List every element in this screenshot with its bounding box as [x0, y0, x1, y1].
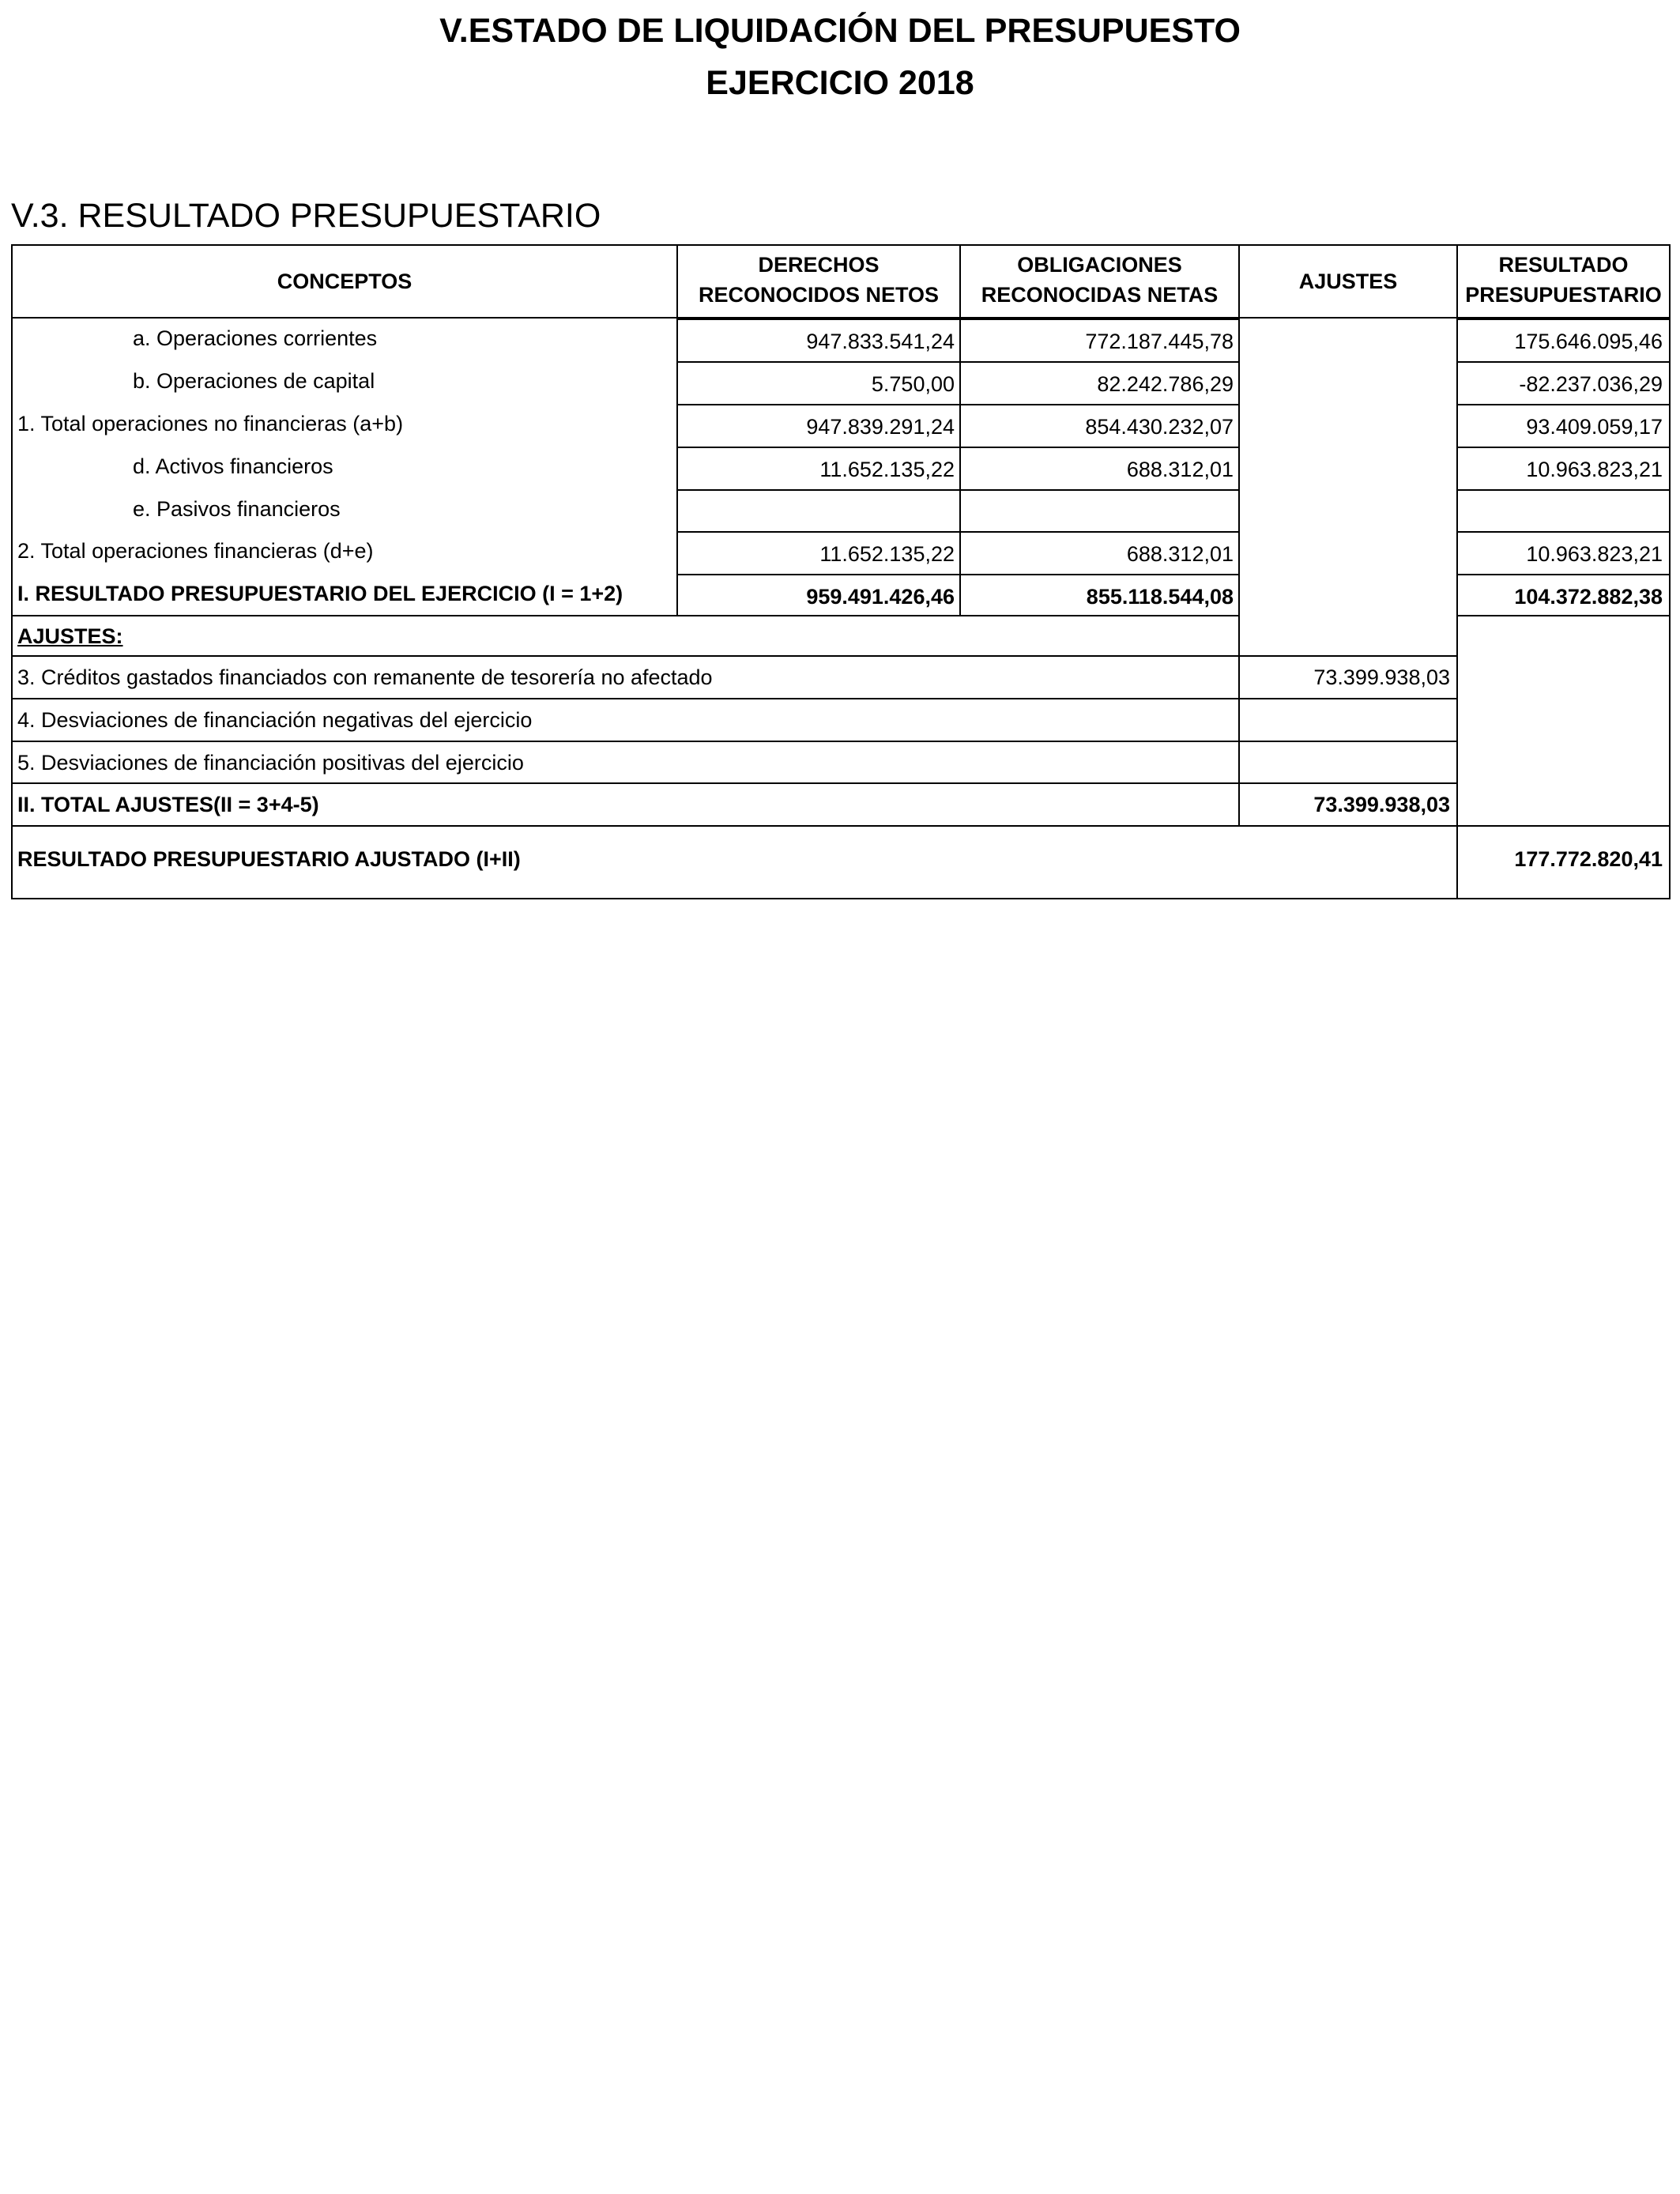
row-concepto: d. Activos financieros	[133, 454, 333, 478]
row-resultado: 10.963.823,21	[1456, 447, 1671, 491]
final-top-rule	[11, 825, 1671, 827]
ajustes-label: AJUSTES:	[17, 624, 123, 648]
ajustes-right-rule-upper	[1456, 574, 1458, 615]
row-obligaciones	[959, 489, 1240, 533]
document-subtitle: EJERCICIO 2018	[706, 64, 974, 102]
ajustes-right-rule	[1456, 615, 1458, 827]
header-obligaciones-line1: OBLIGACIONES	[1017, 253, 1182, 277]
header-ajustes: AJUSTES	[1238, 244, 1458, 319]
row-derechos: 11.652.135,22	[676, 447, 961, 491]
row-obligaciones: 772.187.445,78	[959, 319, 1240, 363]
row-concepto: 2. Total operaciones financieras (d+e)	[17, 539, 374, 563]
row-obligaciones: 688.312,01	[959, 447, 1240, 491]
header-derechos	[676, 244, 961, 319]
row-obligaciones: 82.242.786,29	[959, 361, 1240, 405]
header-derechos-line1: DERECHOS	[758, 253, 880, 277]
row-derechos: 11.652.135,22	[676, 531, 961, 575]
ajustes-row-rule	[11, 698, 1458, 699]
ajustes-concepto: 5. Desviaciones de financiación positivas del ejercicio	[17, 751, 524, 775]
row-derechos: 947.833.541,24	[676, 319, 961, 363]
row-concepto: I. RESULTADO PRESUPUESTARIO DEL EJERCICIO (I = 1+2)	[17, 582, 623, 605]
ajustes-valor	[1240, 751, 1450, 775]
row-concepto: 1. Total operaciones no financieras (a+b)	[17, 412, 404, 435]
header-obligaciones-line2: RECONOCIDAS NETAS	[981, 283, 1219, 307]
document-title: V.ESTADO DE LIQUIDACIÓN DEL PRESUPUESTO	[439, 12, 1241, 50]
ajustes-row-rule	[11, 741, 1458, 742]
final-resultado: 177.772.820,41	[1514, 847, 1663, 871]
ajustes-concepto: 3. Créditos gastados financiados con remanente de tesorería no afectado	[17, 665, 713, 689]
table-left-border	[11, 319, 13, 898]
row-resultado	[1456, 489, 1671, 533]
row-derechos	[676, 489, 961, 533]
row-obligaciones: 854.430.232,07	[959, 404, 1240, 448]
header-obligaciones	[959, 244, 1240, 319]
row-resultado: 93.409.059,17	[1456, 404, 1671, 448]
row-obligaciones: 855.118.544,08	[959, 574, 1240, 616]
ajustes-top-rule	[11, 615, 1240, 616]
ajustes-valor: 73.399.938,03	[1313, 793, 1450, 816]
header-resultado-line2: PRESUPUESTARIO	[1465, 283, 1662, 307]
ajustes-row-rule	[11, 782, 1458, 784]
row-concepto: a. Operaciones corrientes	[133, 326, 378, 350]
row-derechos: 959.491.426,46	[676, 574, 961, 616]
header-conceptos: CONCEPTOS	[11, 244, 678, 319]
header-resultado	[1456, 244, 1671, 319]
row-resultado: 104.372.882,38	[1456, 574, 1671, 616]
header-resultado-line1: RESULTADO	[1498, 253, 1629, 277]
ajustes-valor	[1240, 708, 1450, 732]
row-resultado: 175.646.095,46	[1456, 319, 1671, 363]
row-resultado: 10.963.823,21	[1456, 531, 1671, 575]
section-title: V.3. RESULTADO PRESUPUESTARIO	[11, 197, 601, 235]
row-concepto: b. Operaciones de capital	[133, 369, 375, 393]
ajustes-concepto: II. TOTAL AJUSTES(II = 3+4-5)	[17, 793, 319, 816]
ajustes-row-rule	[11, 655, 1458, 657]
row-resultado: -82.237.036,29	[1456, 361, 1671, 405]
row-derechos: 5.750,00	[676, 361, 961, 405]
final-concepto: RESULTADO PRESUPUESTARIO AJUSTADO (I+II)	[17, 847, 521, 871]
row-derechos: 947.839.291,24	[676, 404, 961, 448]
header-derechos-line2: RECONOCIDOS NETOS	[698, 283, 940, 307]
table-bottom-border	[11, 898, 1671, 899]
ajustes-valor: 73.399.938,03	[1313, 665, 1450, 689]
row-concepto: e. Pasivos financieros	[133, 497, 341, 521]
row-obligaciones: 688.312,01	[959, 531, 1240, 575]
ajustes-concepto: 4. Desviaciones de financiación negativas del ejercicio	[17, 708, 533, 732]
